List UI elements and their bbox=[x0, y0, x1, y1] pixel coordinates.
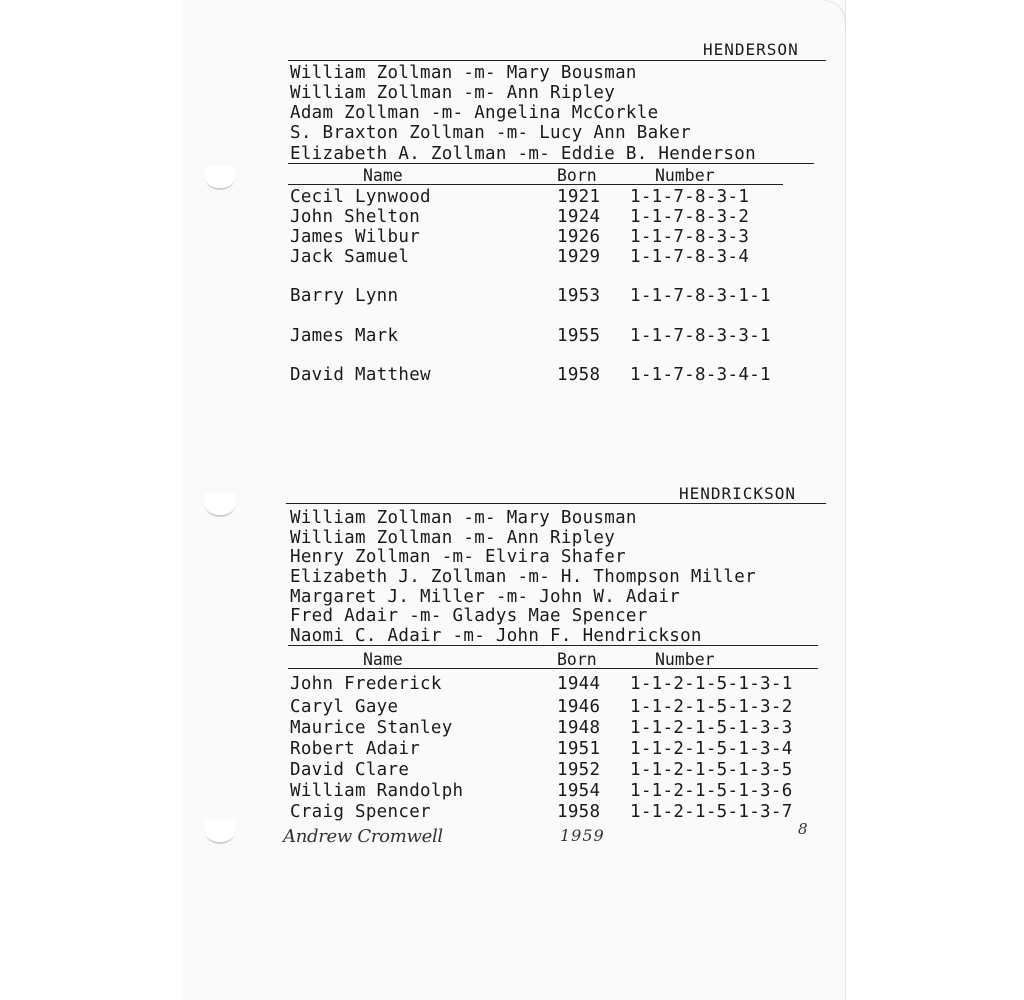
table-row-name: Barry Lynn bbox=[290, 286, 399, 306]
table-row-number: 1-1-2-1-5-1-3-2 bbox=[630, 697, 793, 717]
table-row-number: 1-1-7-8-3-4 bbox=[630, 247, 750, 267]
table-row-born: 1955 bbox=[557, 326, 601, 346]
lineage-line: William Zollman -m- Mary Bousman bbox=[290, 63, 637, 83]
column-header-rule bbox=[288, 668, 818, 669]
column-header-rule bbox=[288, 184, 783, 185]
table-row-number: 1-1-2-1-5-1-3-7 bbox=[630, 802, 793, 822]
table-row-name: William Randolph bbox=[290, 781, 464, 801]
column-header-name: Name bbox=[363, 650, 403, 669]
heading-rule bbox=[288, 60, 826, 61]
table-row-born: 1948 bbox=[557, 718, 601, 738]
handwritten-name: Andrew Cromwell bbox=[283, 826, 443, 847]
table-row-number: 1-1-2-1-5-1-3-6 bbox=[630, 781, 793, 801]
table-row-name: Caryl Gaye bbox=[290, 697, 399, 717]
table-row-name: Robert Adair bbox=[290, 739, 421, 759]
table-row-born: 1929 bbox=[557, 247, 601, 267]
lineage-line: Elizabeth J. Zollman -m- H. Thompson Miller bbox=[290, 567, 756, 587]
table-row-name: John Frederick bbox=[290, 674, 442, 694]
lineage-line: Fred Adair -m- Gladys Mae Spencer bbox=[290, 606, 648, 626]
binder-hole-top bbox=[205, 166, 235, 190]
table-row-number: 1-1-2-1-5-1-3-4 bbox=[630, 739, 793, 759]
table-row-number: 1-1-7-8-3-2 bbox=[630, 207, 750, 227]
table-row-born: 1953 bbox=[557, 286, 601, 306]
column-header-born: Born bbox=[557, 650, 597, 669]
lineage-line: Naomi C. Adair -m- John F. Hendrickson bbox=[290, 626, 702, 646]
surname-heading-henderson: HENDERSON bbox=[703, 40, 799, 59]
table-row-name: Craig Spencer bbox=[290, 802, 431, 822]
handwritten-number: 8 bbox=[798, 820, 808, 838]
heading-rule bbox=[286, 503, 826, 504]
column-header-name: Name bbox=[363, 166, 403, 185]
table-row-number: 1-1-2-1-5-1-3-3 bbox=[630, 718, 793, 738]
table-row-name: Maurice Stanley bbox=[290, 718, 453, 738]
surname-heading-hendrickson: HENDRICKSON bbox=[679, 484, 796, 503]
table-row-born: 1954 bbox=[557, 781, 601, 801]
table-row-number: 1-1-7-8-3-1 bbox=[630, 187, 750, 207]
table-row-name: James Mark bbox=[290, 326, 399, 346]
column-header-born: Born bbox=[557, 166, 597, 185]
table-row-born: 1958 bbox=[557, 802, 601, 822]
table-row-name: Cecil Lynwood bbox=[290, 187, 431, 207]
table-row-born: 1946 bbox=[557, 697, 601, 717]
table-row-born: 1952 bbox=[557, 760, 601, 780]
table-row-number: 1-1-2-1-5-1-3-5 bbox=[630, 760, 793, 780]
lineage-rule bbox=[288, 645, 818, 646]
binder-hole-middle bbox=[205, 493, 235, 517]
table-row-number: 1-1-7-8-3-3 bbox=[630, 227, 750, 247]
lineage-rule bbox=[288, 163, 814, 164]
table-row-number: 1-1-7-8-3-4-1 bbox=[630, 365, 771, 385]
table-row-number: 1-1-7-8-3-3-1 bbox=[630, 326, 771, 346]
table-row-number: 1-1-7-8-3-1-1 bbox=[630, 286, 771, 306]
column-header-number: Number bbox=[655, 166, 715, 185]
lineage-line: S. Braxton Zollman -m- Lucy Ann Baker bbox=[290, 123, 691, 143]
binder-hole-bottom bbox=[205, 820, 235, 844]
lineage-line: Adam Zollman -m- Angelina McCorkle bbox=[290, 103, 659, 123]
lineage-line: Elizabeth A. Zollman -m- Eddie B. Henderson bbox=[290, 144, 756, 164]
column-header-number: Number bbox=[655, 650, 715, 669]
table-row-born: 1924 bbox=[557, 207, 601, 227]
table-row-name: David Matthew bbox=[290, 365, 431, 385]
lineage-line: William Zollman -m- Ann Ripley bbox=[290, 83, 616, 103]
table-row-name: John Shelton bbox=[290, 207, 421, 227]
table-row-born: 1944 bbox=[557, 674, 601, 694]
table-row-name: David Clare bbox=[290, 760, 410, 780]
table-row-born: 1926 bbox=[557, 227, 601, 247]
table-row-number: 1-1-2-1-5-1-3-1 bbox=[630, 674, 793, 694]
lineage-line: Henry Zollman -m- Elvira Shafer bbox=[290, 547, 626, 567]
handwritten-born: 1959 bbox=[560, 826, 605, 845]
lineage-line: William Zollman -m- Ann Ripley bbox=[290, 528, 616, 548]
table-row-name: Jack Samuel bbox=[290, 247, 410, 267]
table-row-born: 1958 bbox=[557, 365, 601, 385]
lineage-line: William Zollman -m- Mary Bousman bbox=[290, 508, 637, 528]
table-row-name: James Wilbur bbox=[290, 227, 421, 247]
table-row-born: 1951 bbox=[557, 739, 601, 759]
table-row-born: 1921 bbox=[557, 187, 601, 207]
lineage-line: Margaret J. Miller -m- John W. Adair bbox=[290, 587, 681, 607]
